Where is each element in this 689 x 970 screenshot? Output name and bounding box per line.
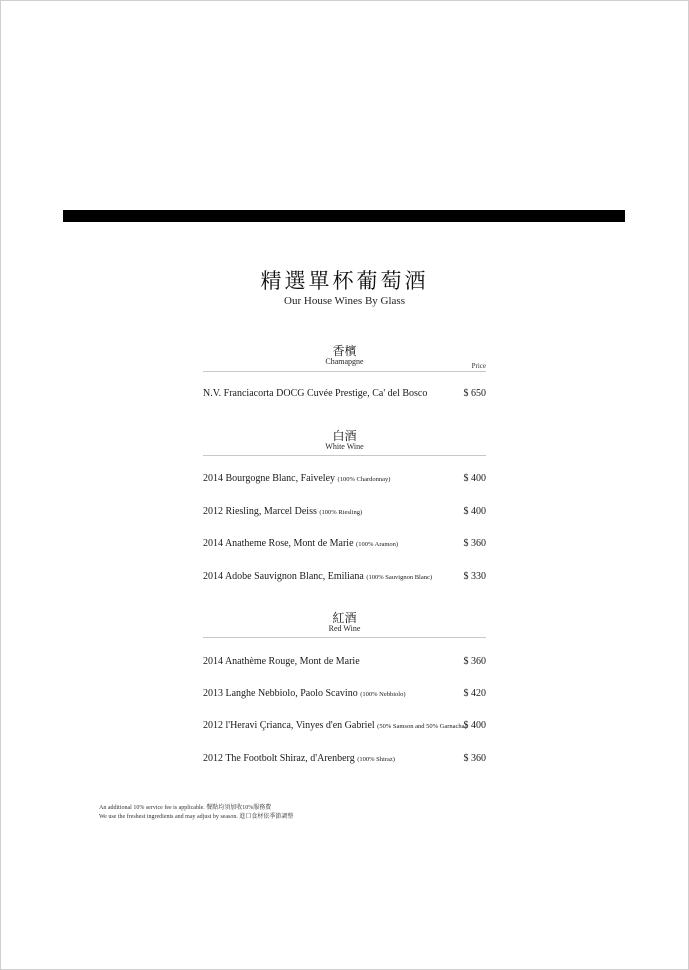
menu-item: [203, 538, 398, 549]
section-title-red-zh: 紅酒: [332, 611, 357, 625]
menu-title-zh: 精選單杯葡萄酒: [260, 269, 429, 293]
item-name: 2012 l'Heravi Çrianca, Vinyes d'en Gabriel: [203, 720, 375, 731]
item-grape-note: (100% Nebbiolo): [360, 691, 406, 698]
item-price: $ 420: [463, 688, 486, 699]
item-name: 2012 The Footbolt Shiraz, d'Arenberg: [203, 753, 355, 764]
item-grape-note: (100% Sauvignon Blanc): [366, 574, 433, 581]
menu-item: [203, 656, 360, 667]
section-title-champagne-en: Chamapgne: [325, 357, 364, 366]
menu-item: [203, 571, 432, 582]
item-price: $ 360: [463, 538, 486, 549]
item-price: $ 360: [463, 656, 486, 667]
section-title-red-en: Red Wine: [328, 624, 361, 633]
item-price: $ 400: [463, 506, 486, 517]
section-divider: [203, 637, 486, 638]
item-name: 2014 Bourgogne Blanc, Faiveley: [203, 473, 336, 484]
item-name: 2012 Riesling, Marcel Deiss: [203, 506, 317, 517]
item-name: 2013 Langhe Nebbiolo, Paolo Scavino: [203, 688, 358, 699]
menu-item: [203, 388, 427, 399]
service-fee-note: An additional 10% service fee is applicable. 餐點均須加收10%服務費: [99, 805, 272, 811]
section-divider: [203, 455, 486, 456]
item-price: $ 650: [463, 388, 486, 399]
item-name: N.V. Franciacorta DOCG Cuvée Prestige, Ca' del Bosco: [203, 388, 428, 399]
item-name: 2014 Anatheme Rose, Mont de Marie: [203, 538, 354, 549]
menu-item: [203, 720, 467, 731]
seasonal-ingredients-note: We use the freshest ingredients and may adjust by season. 進口食材依季節調整: [99, 813, 294, 820]
item-grape-note: (50% Samson and 50% Garnacha): [377, 723, 467, 730]
footer-notes: [99, 804, 293, 821]
menu-item: [203, 473, 390, 484]
section-divider: [203, 371, 486, 372]
item-name: 2014 Anathème Rouge, Mont de Marie: [203, 656, 360, 667]
menu-item: [203, 506, 362, 517]
item-name: 2014 Adobe Sauvignon Blanc, Emiliana: [203, 571, 364, 582]
menu-title-en: Our House Wines By Glass: [284, 295, 405, 307]
menu-item: [203, 753, 395, 764]
item-grape-note: (100% Shiraz): [357, 756, 395, 763]
item-price: $ 360: [463, 753, 486, 764]
section-title-champagne-zh: 香檳: [332, 344, 357, 358]
item-price: $ 400: [463, 720, 486, 731]
item-grape-note: (100% Riesling): [319, 509, 363, 516]
section-title-white-zh: 白酒: [332, 429, 357, 443]
item-grape-note: (100% Aramon): [356, 541, 399, 548]
item-price: $ 400: [463, 473, 486, 484]
item-price: $ 330: [463, 571, 486, 582]
item-grape-note: (100% Chardonnay): [337, 476, 391, 483]
section-title-white-en: White Wine: [325, 442, 364, 451]
price-column-header: Price: [471, 362, 486, 370]
header-bar: [63, 210, 625, 222]
menu-item: [203, 688, 406, 699]
